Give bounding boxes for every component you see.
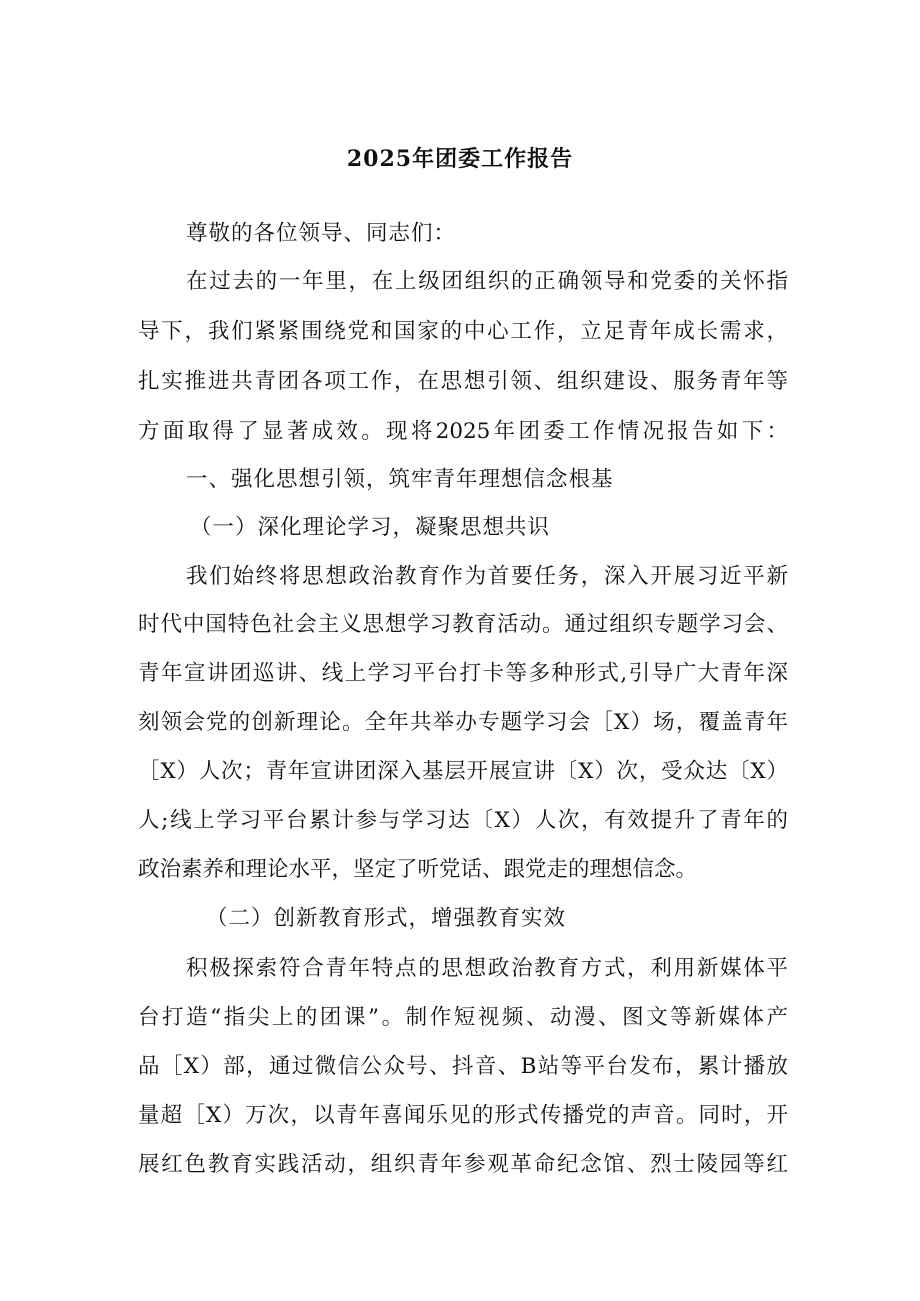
paragraph-line: 展红色教育实践活动，组织青年参观革命纪念馆、烈士陵园等红 bbox=[138, 1152, 788, 1177]
paragraph-line: 方面取得了显著成效。现将2025年团委工作情况报告如下： bbox=[138, 419, 788, 444]
subsection-heading: （二）创新教育形式，增强教育实效 bbox=[206, 906, 567, 931]
section-heading: 一、强化思想引领，筑牢青年理想信念根基 bbox=[186, 467, 614, 492]
document-title: 2025年团委工作报告 bbox=[346, 146, 574, 172]
paragraph-line: 量超［X）万次，以青年喜闻乐见的形式传播党的声音。同时，开 bbox=[138, 1103, 788, 1128]
paragraph-line: 青年宣讲团巡讲、线上学习平台打卡等多种形式,引导广大青年深 bbox=[138, 661, 788, 686]
paragraph-line: 品［X）部，通过微信公众号、抖音、B站等平台发布，累计播放 bbox=[138, 1054, 788, 1079]
paragraph-line: 我们始终将思想政治教育作为首要任务，深入开展习近平新 bbox=[186, 564, 788, 589]
salutation: 尊敬的各位领导、同志们： bbox=[186, 221, 457, 246]
paragraph-line: 积极探索符合青年特点的思想政治教育方式，利用新媒体平 bbox=[186, 956, 788, 981]
paragraph-line: 刻领会党的创新理论。全年共举办专题学习会［X）场，覆盖青年 bbox=[138, 710, 788, 735]
paragraph-line: 人;线上学习平台累计参与学习达〔X）人次，有效提升了青年的 bbox=[138, 808, 788, 833]
paragraph-line: 政治素养和理论水平，坚定了听党话、跟党走的理想信念。 bbox=[138, 857, 698, 882]
paragraph-line: 台打造“指尖上的团课”。制作短视频、动漫、图文等新媒体产 bbox=[138, 1005, 788, 1030]
paragraph-line: 导下，我们紧紧围绕党和国家的中心工作，立足青年成长需求， bbox=[138, 319, 788, 344]
paragraph-line: ［X）人次；青年宣讲团深入基层开展宣讲〔X）次，受众达〔X） bbox=[138, 759, 788, 784]
paragraph-line: 时代中国特色社会主义思想学习教育活动。通过组织专题学习会、 bbox=[138, 612, 788, 637]
subsection-heading: （一）深化理论学习，凝聚思想共识 bbox=[190, 515, 551, 540]
paragraph-line: 扎实推进共青团各项工作，在思想引领、组织建设、服务青年等 bbox=[138, 369, 788, 394]
paragraph-line: 在过去的一年里，在上级团组织的正确领导和党委的关怀指 bbox=[186, 269, 788, 294]
